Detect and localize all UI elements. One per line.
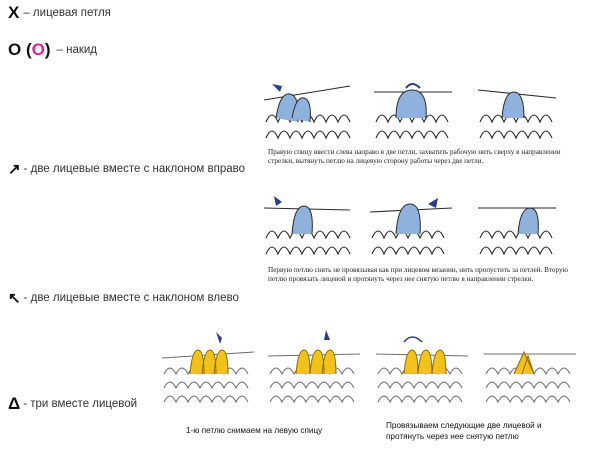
k3tog-label: - три вместе лицевой [23, 398, 138, 410]
k2tog-left-illustration-3 [476, 192, 558, 262]
yarn-over-symbol-suffix: ) [44, 40, 51, 59]
yarn-over-label: – накид [56, 44, 98, 56]
legend-k3tog [8, 394, 137, 414]
k2tog-left-label: - две лицевые вместе с наклоном влево [23, 292, 239, 304]
legend-yarn-over [8, 40, 97, 60]
k3tog-illustration-2 [266, 328, 362, 408]
legend-k2tog-left [8, 289, 239, 307]
arrow-up-left-icon: ↖ [8, 290, 21, 307]
knit-stitch-label: – лицевая петля [23, 7, 111, 19]
k2tog-right-illustration-1 [262, 78, 352, 146]
legend-k2tog-right [8, 160, 245, 178]
knit-stitch-symbol: X [8, 3, 20, 22]
k3tog-illustration-3 [374, 328, 470, 408]
k3tog-step1-caption: 1-ю петлю снимаем на левую спицу [186, 426, 323, 435]
yarn-over-circle-symbol: O [31, 40, 45, 59]
k2tog-right-illustration-2 [372, 78, 454, 146]
k2tog-left-illustration-1 [262, 192, 352, 262]
k2tog-right-caption: Правую спицу ввести слева направо в две петли, захватить рабочую нить сверху в направлении стрелки, вытянуть петлю на лицевую сторону работы через две петли. [268, 148, 561, 165]
k2tog-left-caption: Первую петлю снять не провязывая как при лицевом вязании, нить пропустить за петлей. Вторую петлю провязать лицевой и протянуть через нее снятую петлю в направлении стрелки. [268, 266, 568, 283]
arrow-up-right-icon: ↗ [8, 161, 21, 178]
k2tog-right-label: - две лицевые вместе с наклоном вправо [23, 163, 246, 175]
k2tog-right-illustration-3 [476, 78, 558, 146]
k2tog-left-illustration-2 [368, 192, 454, 262]
yarn-over-symbol-prefix: O ( [8, 40, 32, 59]
k3tog-illustration-4 [482, 328, 578, 408]
k3tog-illustration-1 [160, 328, 256, 408]
legend-knit-stitch [8, 3, 111, 23]
k3tog-step2-caption: Провязываем следующие две лицевой и протянуть через нее снятую петлю [386, 421, 542, 441]
triangle-symbol: Δ [8, 394, 21, 413]
